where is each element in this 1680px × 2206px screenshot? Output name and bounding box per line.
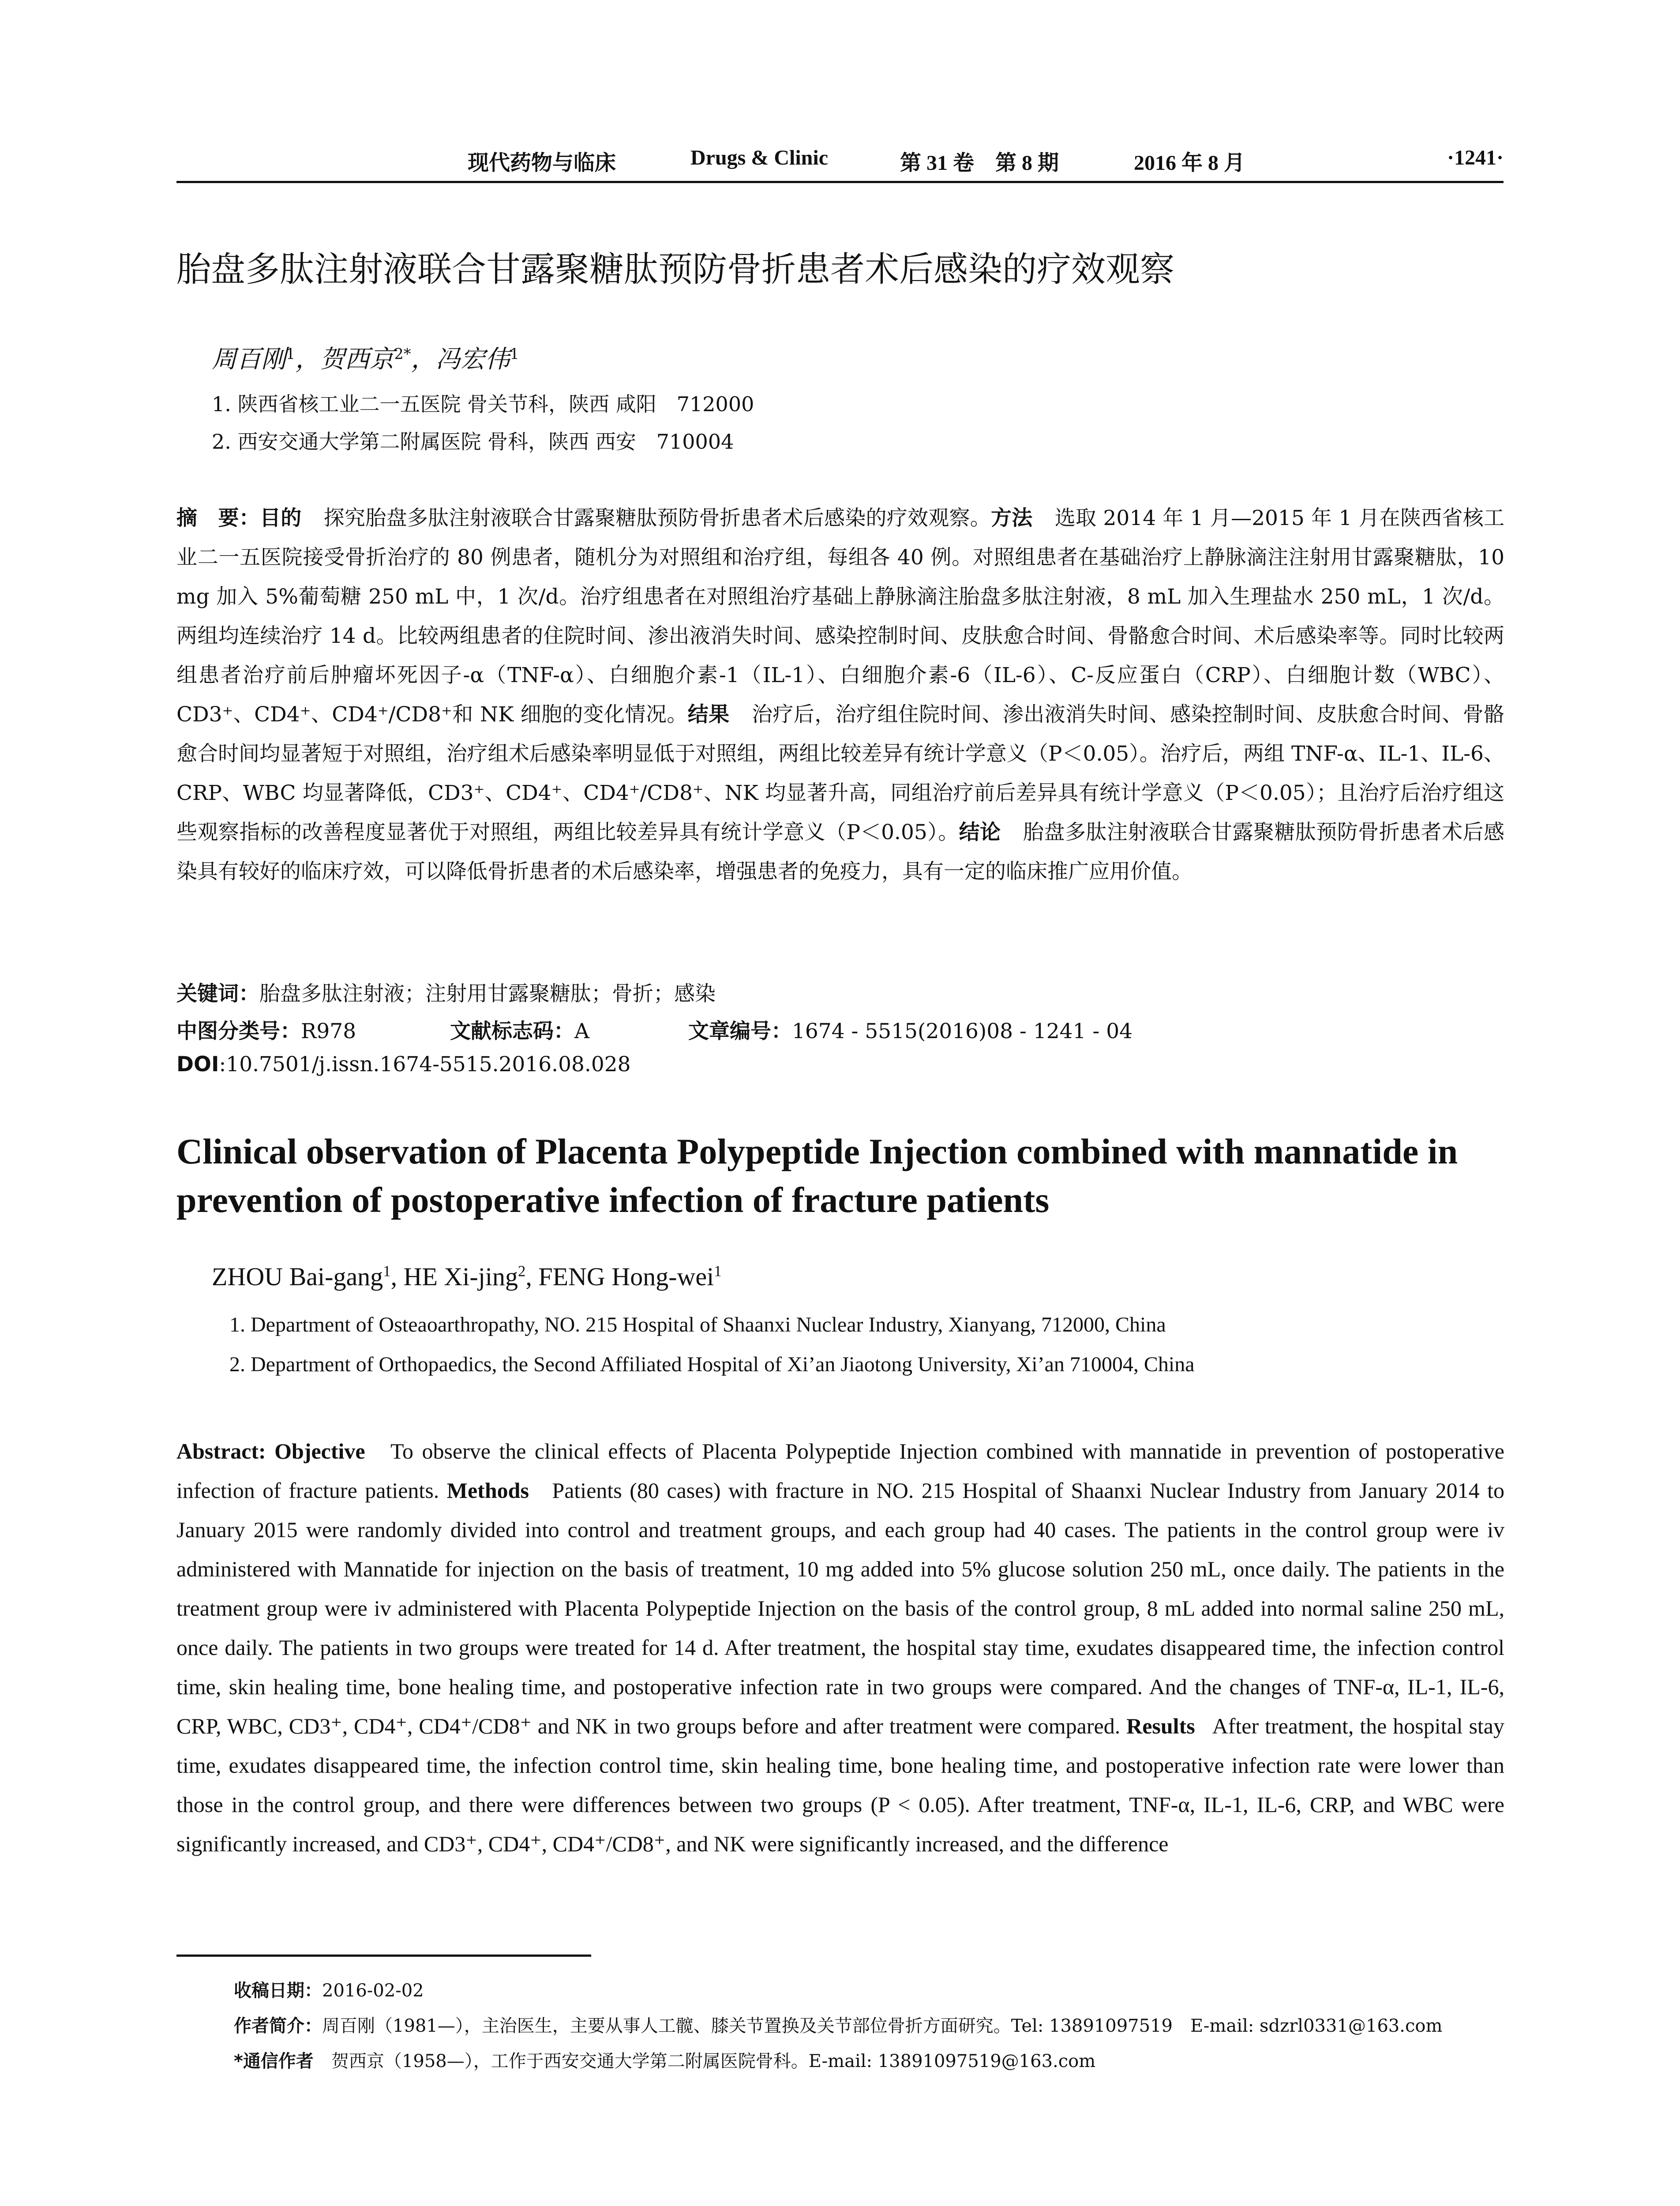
footnote-divider <box>176 1955 591 1957</box>
methods-label-zh: 方法 <box>991 506 1033 530</box>
author-en-3: FENG Hong-wei <box>538 1262 714 1291</box>
objective-text-zh: 探究胎盘多肽注射液联合甘露聚糖肽预防骨折患者术后感染的疗效观察。 <box>323 506 991 530</box>
article-number-label: 文章编号： <box>688 1019 792 1043</box>
doi-value: :10.7501/j.issn.1674-5515.2016.08.028 <box>219 1052 631 1077</box>
classification-line <box>176 1015 1132 1044</box>
objective-label-en: Objective <box>274 1439 365 1463</box>
author-1: 周百刚 <box>212 345 286 374</box>
author-2-affil: 2* <box>394 345 411 363</box>
author-3-affil: 1 <box>510 345 519 363</box>
footnote-received <box>234 1977 424 2002</box>
doc-code-label: 文献标志码： <box>450 1019 574 1043</box>
methods-text-en: Patients (80 cases) with fracture in NO. 215 Hospital of Shaanxi Nuclear Industry from January 2014 to January 2015 were randomly divided into control and treatment groups, and each group had 40 cases. The patients in the control group were iv administered with Mannatide for injection on the basis of treatment, 10 mg added into 5% glucose solution 250 mL, once daily. The patients in the treatment group were iv administered with Placenta Polypeptide Injection on the basis of the control group, 8 mL added into normal saline 250 mL, once daily. The patients in two groups were treated for 14 d. After treatment, the hospital stay time, exudates disappeared time, the infection control time, skin healing time, bone healing time, and postoperative infection rate in two groups were compared. And the changes of TNF-α, IL-1, IL-6, CRP, WBC, CD3⁺, CD4⁺, CD4⁺/CD8⁺ and NK in two groups before and after treatment were compared. <box>176 1478 1505 1738</box>
keywords-text: 胎盘多肽注射液；注射用甘露聚糖肽；骨折；感染 <box>259 982 716 1006</box>
received-date: 2016-02-02 <box>322 1981 424 2001</box>
author-2: 贺西京 <box>320 345 394 374</box>
affiliation-en-1: 1. Department of Osteaoarthropathy, NO. 215 Hospital of Shaanxi Nuclear Industry, Xianyang, 712000, China <box>229 1313 1166 1336</box>
corresponding-text: 贺西京（1958—），工作于西安交通大学第二附属医院骨科。E-mail: 13891097519@163.com <box>313 2051 1096 2071</box>
results-text-en: After treatment, the hospital stay time, exudates disappeared time, the infection control time, skin healing time, bone healing time, and postoperative infection rate were lower than those in the control group, and there were differences between two groups (P < 0.05). After treatment, TNF-α, IL-1, IL-6, CRP, and WBC were significantly increased, and CD3⁺, CD4⁺, CD4⁺/CD8⁺, and NK were significantly increased, and the difference <box>176 1714 1504 1856</box>
author-en-2-affil: 2 <box>518 1262 526 1280</box>
volume-issue: 第 31 卷 第 8 期 <box>900 151 1059 175</box>
objective-text-en: To observe the clinical effects of Placenta Polypeptide Injection combined with mannatide in prevention of postoperative infection of fracture patients. <box>176 1439 1504 1503</box>
keywords-label: 关键词： <box>176 982 259 1006</box>
results-label-en: Results <box>1126 1714 1195 1738</box>
methods-text-zh: 选取 2014 年 1 月—2015 年 1 月在陕西省核工业二一五医院接受骨折治疗的 80 例患者，随机分为对照组和治疗组，每组各 40 例。对照组患者在基础治疗上静脉滴注注射用甘露聚糖肽，10 mg 加入 5%葡萄糖 250 mL 中，1 次/d。治疗组患者在对照组治疗基础上静脉滴注胎盘多肽注射液，8 mL 加入生理盐水 250 mL，1 次/d。两组均连续治疗 14 d。比较两组患者的住院时间、渗出液消失时间、感染控制时间、皮肤愈合时间、骨骼愈合时间、术后感染率等。同时比较两组患者治疗前后肿瘤坏死因子-α（TNF-α）、白细胞介素-1（IL-1）、白细胞介素-6（IL-6）、C-反应蛋白（CRP）、白细胞计数（WBC）、CD3⁺、CD4⁺、CD4⁺/CD8⁺和 NK 细胞的变化情况。 <box>176 506 1505 727</box>
article-number-value: 1674 - 5515(2016)08 - 1241 - 04 <box>792 1019 1133 1043</box>
author-1-affil: 1 <box>286 345 296 363</box>
author-en-1: ZHOU Bai-gang <box>212 1262 383 1291</box>
journal-name-en: Drugs & Clinic <box>690 146 828 169</box>
results-text-zh: 治疗后，治疗组住院时间、渗出液消失时间、感染控制时间、皮肤愈合时间、骨骼愈合时间均显著短于对照组，治疗组术后感染率明显低于对照组，两组比较差异有统计学意义（P＜0.05）。治疗后，两组 TNF-α、IL-1、IL-6、CRP、WBC 均显著降低，CD3⁺、CD4⁺、CD4⁺/CD8⁺、NK 均显著升高，同组治疗前后差异具有统计学意义（P＜0.05）；且治疗后治疗组这些观察指标的改善程度显著优于对照组，两组比较差异具有统计学意义（P＜0.05）。 <box>176 702 1505 844</box>
footnote-author-bio <box>234 2012 1442 2037</box>
abstract-label-zh: 摘 要： <box>176 506 260 530</box>
affiliation-en-2: 2. Department of Orthopaedics, the Second Affiliated Hospital of Xi’an Jiaotong University, Xi’an 710004, China <box>229 1353 1195 1376</box>
results-label-zh: 结果 <box>687 702 730 727</box>
keywords-line <box>176 977 716 1007</box>
author-3: 冯宏伟 <box>435 345 510 374</box>
conclusion-text-zh: 胎盘多肽注射液联合甘露聚糖肽预防骨折患者术后感染具有较好的临床疗效，可以降低骨折患者的术后感染率，增强患者的免疫力，具有一定的临床推广应用价值。 <box>176 820 1505 884</box>
received-label: 收稿日期： <box>234 1981 322 2001</box>
author-list-zh: 周百刚$^1$，贺西京$^{2*}$，冯宏伟$^1$ <box>212 345 519 374</box>
author-list-en: ZHOU Bai-gang$^1$, HE Xi-jing$^2$, FENG Hong-wei$^1$ <box>212 1262 722 1291</box>
author-en-2: HE Xi-jing <box>403 1262 518 1291</box>
author-bio-text: 周百刚（1981—），主治医生，主要从事人工髋、膝关节置换及关节部位骨折方面研究。Tel: 13891097519 E-mail: sdzrl0331@163.com <box>322 2016 1443 2036</box>
objective-label-zh: 目的 <box>260 506 302 530</box>
issue-date: 2016 年 8 月 <box>1134 151 1245 175</box>
affiliation-zh-2: 2. 西安交通大学第二附属医院 骨科，陕西 西安 710004 <box>212 430 734 454</box>
doi-label: DOI <box>176 1052 219 1077</box>
abstract-zh <box>176 499 1504 891</box>
author-en-3-affil: 1 <box>714 1262 722 1280</box>
abstract-en <box>176 1432 1504 1864</box>
author-en-1-affil: 1 <box>383 1262 391 1280</box>
journal-name-cn: 现代药物与临床 <box>468 151 616 175</box>
author-bio-label: 作者简介： <box>234 2016 322 2036</box>
clc-label: 中图分类号： <box>176 1019 301 1043</box>
article-title-en: Clinical observation of Placenta Polypeptide Injection combined with mannatide in prevention of postoperative infection of fracture patients <box>176 1131 1458 1220</box>
corresponding-label: *通信作者 <box>234 2051 314 2071</box>
article-title-zh: 胎盘多肽注射液联合甘露聚糖肽预防骨折患者术后感染的疗效观察 <box>176 250 1175 289</box>
doi-line <box>176 1052 631 1077</box>
affiliation-zh-1: 1. 陕西省核工业二一五医院 骨关节科，陕西 咸阳 712000 <box>212 392 754 416</box>
page-number: ·1241· <box>1447 146 1504 169</box>
abstract-label-en: Abstract: <box>176 1439 266 1463</box>
conclusion-label-zh: 结论 <box>959 820 1001 844</box>
footnote-corresponding <box>234 2047 1095 2072</box>
clc-value: R978 <box>301 1019 356 1043</box>
running-header <box>176 141 1504 183</box>
methods-label-en: Methods <box>446 1478 529 1503</box>
doc-code-value: A <box>574 1019 589 1043</box>
